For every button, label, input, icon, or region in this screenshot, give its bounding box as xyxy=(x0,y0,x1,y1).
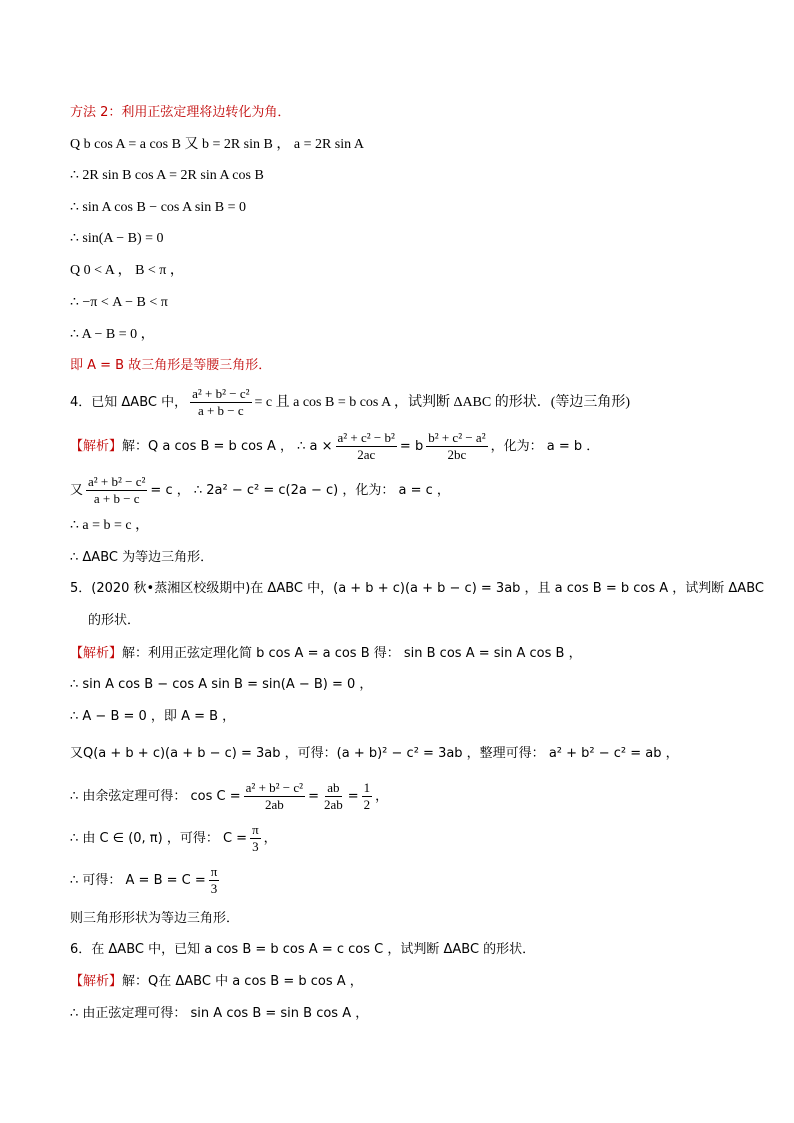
angle-line: ∴ 由 C ∈ (0, π) ，可得： C = $\frac{\pi}{3}$ ， xyxy=(70,822,277,854)
fraction: $\frac{\text{a² + b² − c²}}{2ab}$ xyxy=(245,780,304,812)
fraction: $\frac{\text{a² + b² − c²}}{a + b - c}$ xyxy=(88,474,146,506)
equation-line: ∴ 由正弦定理可得： sin A cos B = sin B cos A ， xyxy=(70,1006,369,1021)
conclusion-line: ∴ ΔABC 为等边三角形． xyxy=(70,550,214,565)
conclusion-line: 即 A = B 故三角形是等腰三角形． xyxy=(70,358,272,373)
problem-4 xyxy=(70,386,630,419)
problem-6: 6．在 ΔABC 中，已知 a cos B = b cos A = c cos C ，试判断 ΔABC 的形状． xyxy=(70,942,536,957)
equation-line: ∴ sin A cos B − cos A sin B = sin(A − B) = 0 ， xyxy=(70,677,373,692)
equation-line: ∴ A − B = 0 ，即 A = B ， xyxy=(70,709,236,724)
angle-line: ∴ 可得： A = B = C = $\frac{\pi}{3}$ xyxy=(70,864,218,896)
equation-line: ∴ sin(A − B) = 0 xyxy=(70,231,164,246)
analysis-tag: 【解析】 xyxy=(70,439,123,454)
method-2-heading: 方法 2：利用正弦定理将边转化为角． xyxy=(70,105,291,120)
equation-line: Q b cos A = a cos B 又 b = 2R sin B ， a = 2R sin A xyxy=(70,137,364,152)
equation-line: 又Q(a + b + c)(a + b − c) = 3ab ，可得：(a + b)² − c² = 3ab ，整理可得： a² + b² − c² = ab ， xyxy=(70,746,679,761)
analysis-tag: 【解析】 xyxy=(70,646,123,661)
fraction: $\frac{\text{a² + b² − c²}}{a + b - c}$ xyxy=(192,386,250,418)
fraction: $\frac{\pi}{3}$ xyxy=(210,864,218,896)
analysis-tag: 【解析】 xyxy=(70,974,123,989)
problem-5-cont: 的形状． xyxy=(88,613,141,628)
equation-line: ∴ −π < A − B < π xyxy=(70,295,168,310)
cosine-line: ∴ 由余弦定理可得： cos C = $\frac{\text{a² + b² − c²}}{2ab}$ = $\frac{ab}{2ab}$ = $\frac{1}{2}$ ， xyxy=(70,780,389,812)
conclusion-line: 则三角形形状为等边三角形． xyxy=(70,911,240,926)
equation-line: ∴ A − B = 0 ， xyxy=(70,327,155,342)
solution-4-line: 又 $\frac{\text{a² + b² − c²}}{a + b - c}$ = c ， ∴ 2a² − c² = c(2a − c) ，化为： a = c ， xyxy=(70,474,450,506)
equation-line: ∴ a = b = c ， xyxy=(70,518,150,533)
problem-4-suffix: = c 且 a cos B = b cos A ，试判断 ΔABC 的形状．(等边三角形) xyxy=(254,395,631,410)
fraction: $\frac{\text{b² + c² − a²}}{2bc}$ xyxy=(428,430,486,462)
solution-6: 【解析】解：Q在 ΔABC 中 a cos B = b cos A ， xyxy=(70,974,363,989)
fraction: $\frac{\text{a² + c² − b²}}{2ac}$ xyxy=(337,430,395,462)
equation-line: ∴ 2R sin B cos A = 2R sin A cos B xyxy=(70,168,264,183)
fraction: $\frac{ab}{2ab}$ xyxy=(323,780,343,812)
fraction: $\frac{1}{2}$ xyxy=(363,780,371,812)
problem-4-prefix: 4．已知 ΔABC 中， xyxy=(70,395,188,410)
problem-5: 5．(2020 秋•蒸湘区校级期中)在 ΔABC 中，(a + b + c)(a + b − c) = 3ab ，且 a cos B = b cos A ，试判断 ΔABC xyxy=(70,581,764,596)
equation-line: Q 0 < A ， B < π ， xyxy=(70,263,184,278)
solution-5: 【解析】解：利用正弦定理化简 b cos A = a cos B 得： sin B cos A = sin A cos B ， xyxy=(70,646,582,661)
equation-line: ∴ sin A cos B − cos A sin B = 0 xyxy=(70,200,247,215)
solution-4: 【解析】解：Q a cos B = b cos A ， ∴ a × $\frac{\text{a² + c² − b²}}{2ac}$ = b $\frac{\text{b² + c² − a²}}{2bc}$ ，化为： a = b ． xyxy=(70,430,600,462)
fraction: $\frac{\pi}{3}$ xyxy=(252,822,259,854)
